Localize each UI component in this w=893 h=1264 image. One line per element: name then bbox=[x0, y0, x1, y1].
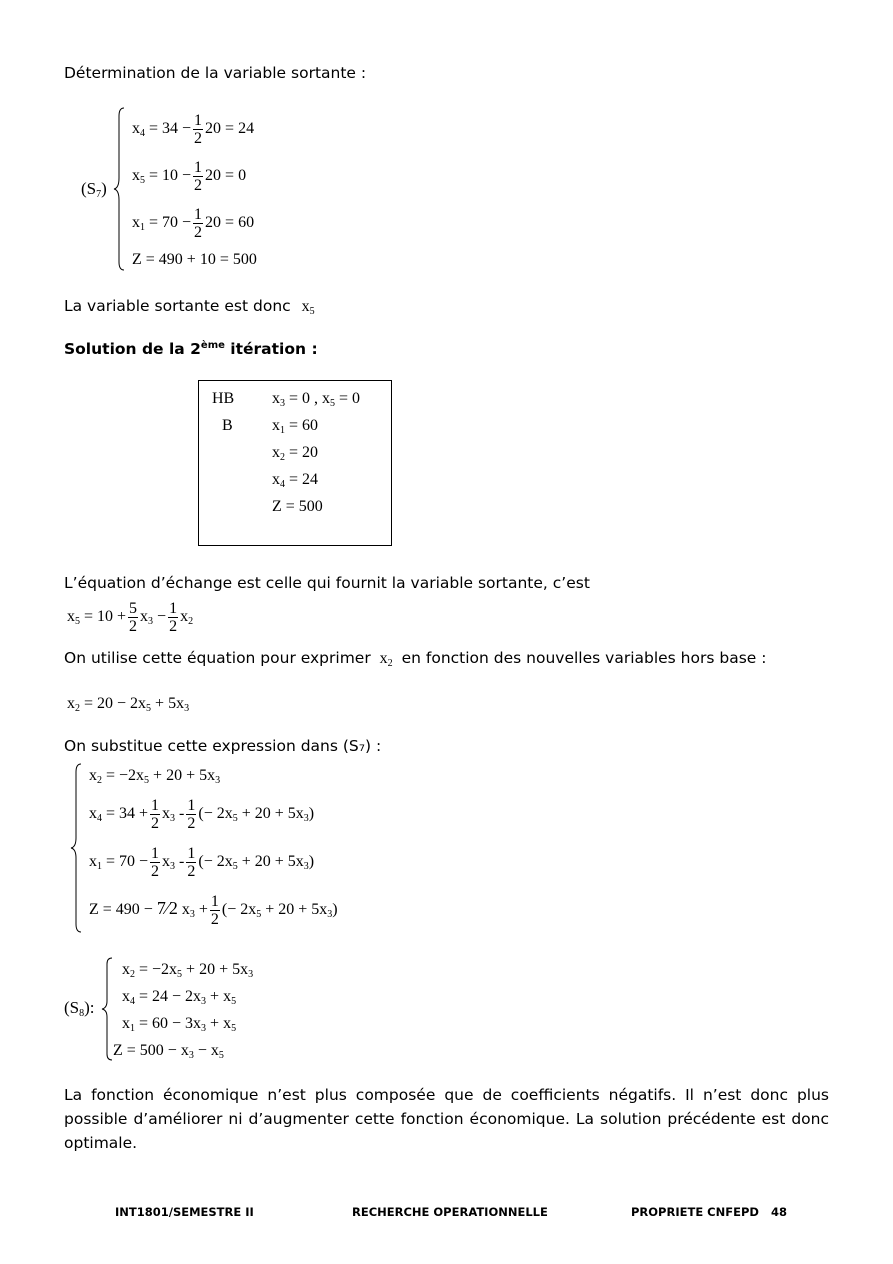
substitution-line-x4: $x_4 = 34$ + $\frac{1}{2}$ $x_3$ - $\frac{1}{2}$ (− $2x_5 + 20 + 5x_3$) bbox=[89, 797, 315, 832]
conclusion-paragraph: La fonction économique n’est plus composée que de coefficients négatifs. Il n’est donc plus possible d’améliorer ni d’augmenter cette fonction économique. La solution précédente est donc optimale. bbox=[64, 1086, 829, 1152]
box-row-z: Z = 500 bbox=[272, 498, 323, 515]
page-number: 48 bbox=[771, 1205, 788, 1219]
s7-line-x1: $x_1 = 70$ − $\frac{1}{2}$ 20 = 60 bbox=[132, 206, 255, 241]
box-b-label: B bbox=[222, 417, 233, 434]
s7-label: $(S_7)$ bbox=[81, 179, 107, 200]
echange-sentence: L’équation d’échange est celle qui fournit la variable sortante, c’est bbox=[64, 574, 590, 592]
footer-course-title: RECHERCHE OPERATIONNELLE bbox=[352, 1205, 548, 1219]
equation-echange: $x_5 = 10$ + $\frac{5}{2}$ $x_3$ − $\frac{1}{2}$ $x_2$ bbox=[67, 600, 194, 635]
substitue-sentence: On substitue cette expression dans (S₇) : bbox=[64, 737, 382, 755]
s7-line-x5: $x_5 = 10$ − $\frac{1}{2}$ 20 = 0 bbox=[132, 159, 247, 194]
substitution-brace bbox=[70, 762, 84, 934]
s7-line-z: Z = 490 + 10 = 500 bbox=[132, 251, 257, 268]
box-row-hors-base: $x_3 = 0$ , $x_5 = 0$ bbox=[272, 390, 361, 409]
box-row-x1: $x_1 = 60$ bbox=[272, 417, 319, 436]
box-row-x4: $x_4 = 24$ bbox=[272, 471, 319, 490]
s8-line-x4: $x_4 = 24 - 2x_3 + x_5$ bbox=[122, 988, 237, 1007]
solution-title: Solution de la 2ème itération : bbox=[64, 340, 318, 359]
substitution-line-x1: $x_1 = 70$ − $\frac{1}{2}$ $x_3$ - $\frac{1}{2}$ (− $2x_5 + 20 + 5x_3$) bbox=[89, 845, 315, 880]
s8-line-z: $Z = 500 - x_3 - x_5$ bbox=[113, 1042, 224, 1061]
equation-x2: $x_2 = 20 - 2x_5 + 5x_3$ bbox=[67, 695, 190, 714]
substitution-line-x2: $x_2 = -2x_5 + 20 + 5x_3$ bbox=[89, 767, 221, 786]
box-row-x2: $x_2 = 20$ bbox=[272, 444, 319, 463]
section-heading-sortante: Détermination de la variable sortante : bbox=[64, 64, 367, 82]
substitution-line-z: Z = 490 − 7⁄2 $x_3$ + $\frac{1}{2}$ (− $2x_5 + 20 + 5x_3$) bbox=[89, 893, 338, 928]
sortante-sentence: La variable sortante est donc $x_5$ bbox=[64, 297, 315, 317]
footer-course-code: INT1801/SEMESTRE II bbox=[115, 1205, 254, 1219]
s7-line-x4: $x_4 = 34$ − $\frac{1}{2}$ 20 = 24 bbox=[132, 112, 255, 147]
utilise-sentence: On utilise cette équation pour exprimer $x_2$ en fonction des nouvelles variables hors base : bbox=[64, 649, 767, 669]
s7-brace bbox=[112, 106, 128, 272]
box-hb-label: HB bbox=[212, 390, 235, 407]
s8-line-x2: $x_2 = -2x_5 + 20 + 5x_3$ bbox=[122, 961, 254, 980]
footer-owner: PROPRIETE CNFEPD bbox=[631, 1205, 759, 1219]
s8-line-x1: $x_1 = 60 - 3x_3 + x_5$ bbox=[122, 1015, 237, 1034]
s8-label: $(S_8)$: bbox=[64, 998, 95, 1019]
